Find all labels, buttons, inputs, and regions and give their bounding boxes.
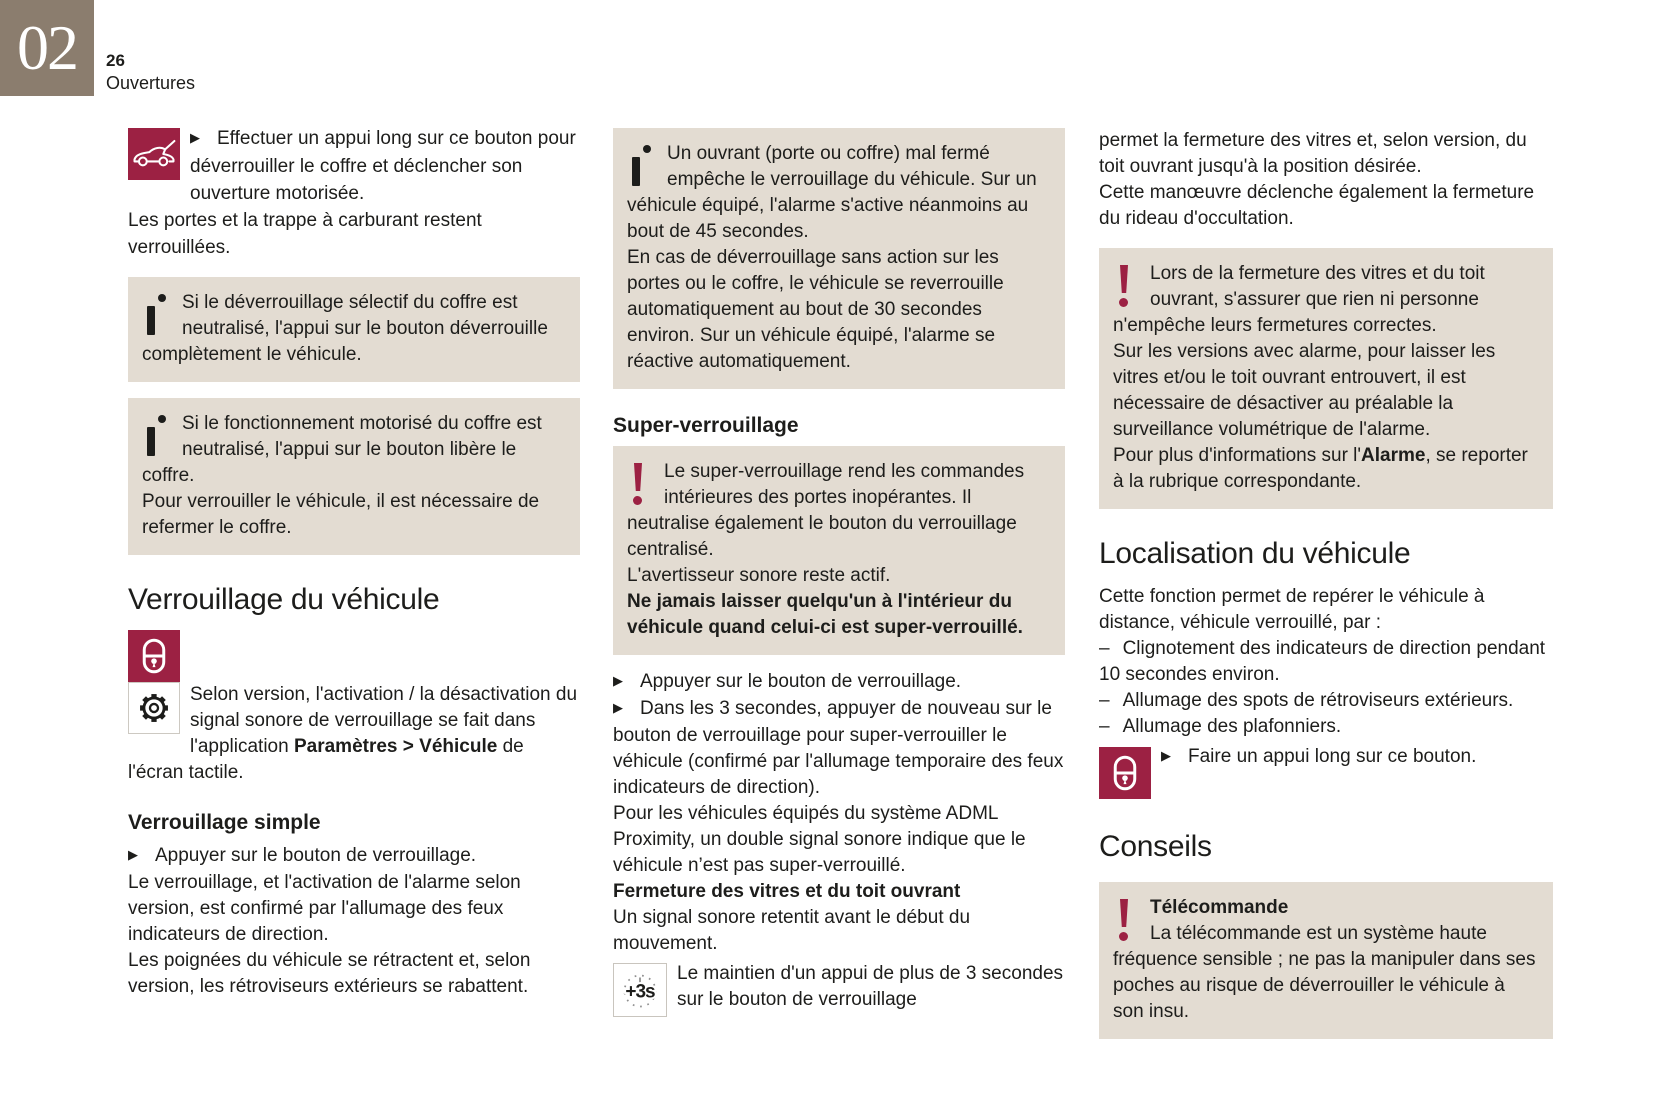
heading-super-verrouillage: Super-verrouillage — [613, 414, 799, 437]
advice-body: La télécommande est un système haute fréquence sensible ; ne pas la manipuler dans ses poches au risque de déverrouiller le véhicule à son insu. — [1113, 923, 1536, 1022]
page-number: 26 — [106, 51, 125, 70]
hold-3s-text: Le maintien d'un appui de plus de 3 secondes sur le bouton de verrouillage — [677, 963, 1064, 1010]
warning-note-super-lock — [613, 446, 1065, 655]
lock-button-icon — [128, 630, 180, 682]
page-meta — [106, 50, 195, 94]
adml-paragraph: Pour les véhicules équipés du système ADML Proximity, un double signal sonore indique que le véhicule n’est pas super-verrouillé. — [613, 803, 1026, 876]
chapter-tab — [0, 0, 94, 96]
localisation-item: – Allumage des spots de rétroviseurs extérieurs. — [1099, 688, 1553, 714]
trunk-locked-text: Les portes et la trappe à carburant restent verrouillées. — [128, 210, 482, 258]
simple-lock-step — [128, 843, 580, 870]
warning-icon — [1117, 265, 1133, 309]
alarm-reference: Alarme — [1361, 445, 1426, 466]
note-text: Si le déverrouillage sélectif du coffre est neutralisé, l'appui sur le bouton déverrouille complètement le véhicule. — [142, 292, 548, 365]
heading-verrouillage-du-vehicule: Verrouillage du véhicule — [128, 583, 440, 616]
localisation-intro: Cette fonction permet de repérer le véhicule à distance, véhicule verrouillé, par : — [1099, 586, 1485, 633]
trunk-unlock-text: Effectuer un appui long sur ce bouton pour déverrouiller le coffre et déclencher son ouverture motorisée. — [190, 128, 576, 204]
localisation-item: – Clignotement des indicateurs de direction pendant 10 secondes environ. — [1099, 638, 1546, 685]
step-text: Appuyer sur le bouton de verrouillage. — [155, 845, 477, 866]
info-icon — [145, 294, 167, 335]
super-lock-step-2: ▶ Dans les 3 secondes, appuyer de nouveau sur le bouton de verrouillage pour super-verrouiller le véhicule (confirmé par l'allumage temporaire des feux indicateurs de direction). — [613, 696, 1065, 801]
locate-vehicle-action — [1099, 744, 1553, 802]
info-icon — [145, 415, 167, 456]
dash-marker: – — [1099, 716, 1110, 737]
info-note-selective-unlock — [128, 277, 580, 382]
warning-note-telecommande — [1099, 882, 1553, 1039]
hold-3s-paragraph — [613, 961, 1065, 1013]
warning-text: Pour plus d'informations sur l' — [1113, 445, 1362, 466]
chapter-number: 02 — [17, 12, 77, 83]
note-text: En cas de déverrouillage sans action sur les portes ou le coffre, le véhicule se reverrouille automatiquement au bout de 30 secondes environ. Sur un véhicule équipé, l'alarme se réactive automatiquement. — [627, 247, 1004, 372]
action-arrow-icon: ▶ — [613, 700, 623, 715]
settings-path: Paramètres > Véhicule — [293, 736, 498, 757]
simple-lock-confirmation: Le verrouillage, et l'activation de l'alarme selon version, est confirmé par l'allumage des feux indicateurs de direction. — [128, 872, 521, 945]
heading-localisation: Localisation du véhicule — [1099, 537, 1411, 570]
localisation-item: – Allumage des plafonniers. — [1099, 714, 1553, 740]
heading-fermeture-vitres: Fermeture des vitres et du toit ouvrant — [613, 881, 961, 902]
settings-text-end: de l'écran tactile. — [128, 736, 524, 783]
info-note-badly-closed — [613, 128, 1065, 389]
column-1 — [128, 125, 580, 1000]
warning-icon — [1117, 899, 1133, 943]
heading-conseils: Conseils — [1099, 830, 1212, 863]
section-title: Ouvertures — [106, 73, 196, 93]
lock-button-icon — [1099, 747, 1151, 799]
column-2 — [613, 125, 1065, 1019]
simple-lock-handles: Les poignées du véhicule se rétractent et, selon version, les rétroviseurs extérieurs se rabattent. — [128, 950, 531, 997]
note-text: Pour verrouiller le véhicule, il est nécessaire de refermer le coffre. — [142, 491, 540, 538]
warning-text: Le super-verrouillage rend les commandes intérieures des portes inopérantes. Il neutralise également le bouton du verrouillage centralisé. — [627, 461, 1025, 560]
action-arrow-icon: ▶ — [190, 130, 200, 145]
warning-text-bold: Ne jamais laisser quelqu'un à l'intérieur du véhicule quand celui-ci est super-verrouillé. — [627, 591, 1023, 638]
super-lock-step-1: ▶ Appuyer sur le bouton de verrouillage. — [613, 669, 1065, 696]
blind-closing-paragraph: Cette manœuvre déclenche également la fermeture du rideau d'occultation. — [1099, 182, 1535, 229]
trunk-open-button-icon — [128, 128, 180, 180]
windows-closing-continuation: permet la fermeture des vitres et, selon version, du toit ouvrant jusqu'à la position désirée. — [1099, 130, 1527, 177]
locate-step-text: Faire un appui long sur ce bouton. — [1188, 746, 1477, 767]
warning-text: L'avertisseur sonore reste actif. — [627, 565, 891, 586]
warning-icon — [631, 463, 647, 507]
info-note-motorised-trunk — [128, 398, 580, 555]
info-icon — [630, 145, 652, 186]
action-arrow-icon: ▶ — [1161, 748, 1171, 763]
warning-text-end: , se reporter à la rubrique correspondante. — [1113, 445, 1528, 492]
dash-marker: – — [1099, 690, 1110, 711]
note-text: Si le fonctionnement motorisé du coffre est neutralisé, l'appui sur le bouton libère le coffre. — [142, 413, 542, 486]
lock-signal-settings-paragraph — [128, 682, 580, 786]
signal-paragraph: Un signal sonore retentit avant le début du mouvement. — [613, 907, 971, 954]
warning-text: Sur les versions avec alarme, pour laisser les vitres et/ou le toit ouvrant entrouvert, il est nécessaire de désactiver au préalable la surveillance volumétrique de l'alarme. — [1113, 341, 1496, 440]
advice-title: Télécommande — [1150, 897, 1289, 918]
heading-verrouillage-simple: Verrouillage simple — [128, 811, 321, 834]
svg-text:+3s: +3s — [625, 981, 655, 1003]
action-arrow-icon: ▶ — [128, 847, 138, 862]
note-text: Un ouvrant (porte ou coffre) mal fermé empêche le verrouillage du véhicule. Sur un véhicule équipé, l'alarme s'active néanmoins au bout de 45 secondes. — [627, 143, 1037, 242]
warning-text: Lors de la fermeture des vitres et du toit ouvrant, s'assurer que rien ni personne n'empêche leurs fermetures correctes. — [1113, 263, 1485, 336]
dash-marker: – — [1099, 638, 1110, 659]
settings-text: Selon version, l'activation / la désactivation du signal sonore de verrouillage se fait dans l'application — [190, 684, 578, 757]
trunk-unlock-paragraph — [128, 125, 580, 261]
hold-3s-icon — [613, 963, 667, 1017]
action-arrow-icon: ▶ — [613, 673, 623, 688]
warning-note-windows — [1099, 248, 1553, 509]
settings-gear-icon — [128, 682, 180, 734]
column-3 — [1099, 125, 1553, 1053]
